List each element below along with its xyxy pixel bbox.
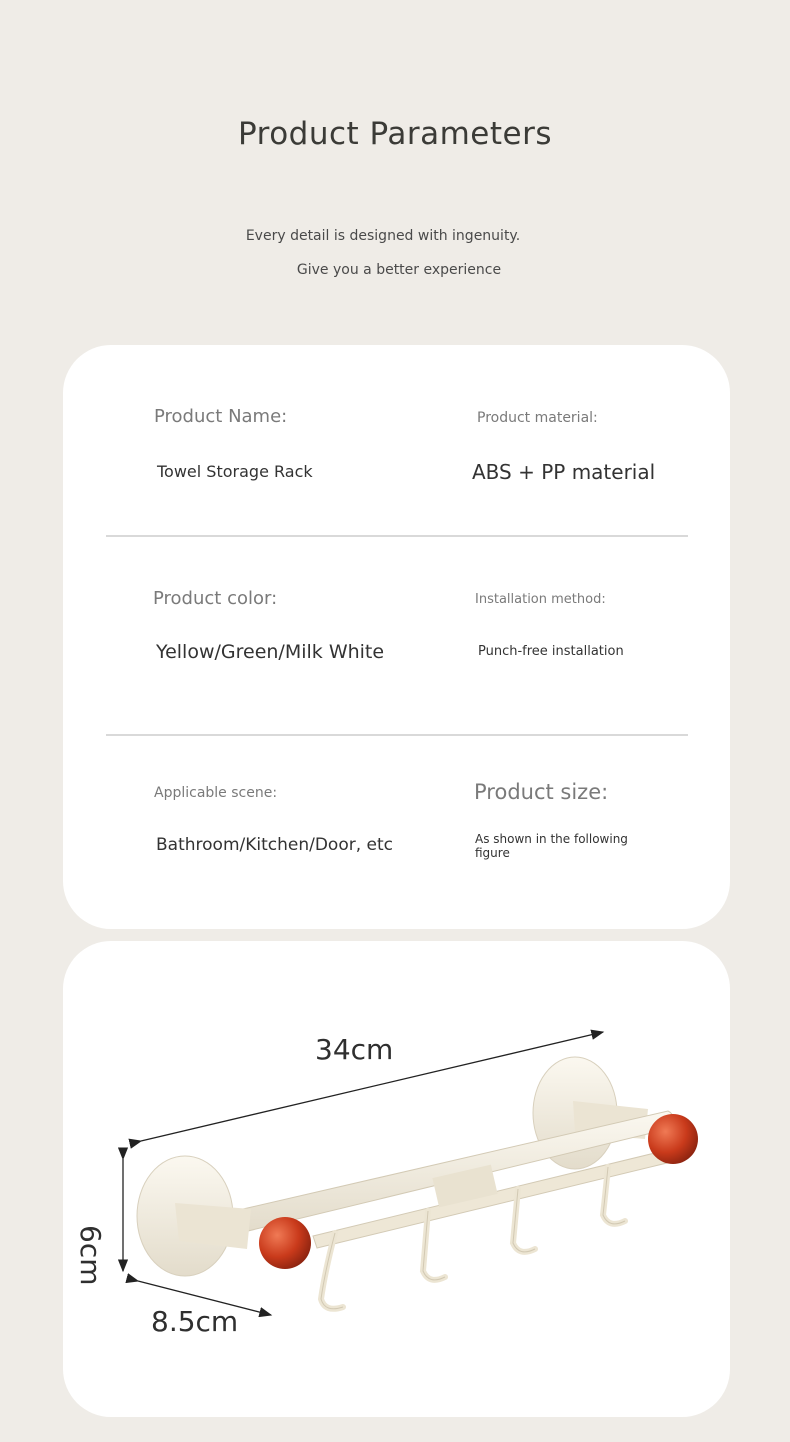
product-color-label: Product color:	[153, 588, 278, 609]
subtitle-line-2: Give you a better experience	[296, 262, 502, 278]
product-size-label: Product size:	[474, 780, 609, 804]
product-color-value: Yellow/Green/Milk White	[156, 641, 385, 663]
parameters-card	[63, 345, 730, 929]
subtitle-line-1: Every detail is designed with ingenuity.	[245, 228, 521, 244]
product-material-label: Product material:	[477, 410, 598, 426]
page-title: Product Parameters	[238, 116, 552, 152]
product-name-value: Towel Storage Rack	[157, 462, 313, 481]
applicable-scene-label: Applicable scene:	[154, 785, 278, 801]
installation-method-value: Punch-free installation	[478, 644, 624, 659]
height-dimension-label: 6cm	[74, 1225, 107, 1286]
product-size-value: As shown in the following figure	[475, 832, 628, 860]
divider	[106, 734, 688, 736]
applicable-scene-value: Bathroom/Kitchen/Door, etc	[156, 835, 394, 855]
product-name-label: Product Name:	[154, 406, 288, 427]
depth-dimension-label: 8.5cm	[151, 1305, 239, 1338]
installation-method-label: Installation method:	[475, 592, 606, 607]
depth-arrow	[138, 1281, 271, 1315]
divider	[106, 535, 688, 537]
length-dimension-label: 34cm	[315, 1033, 394, 1066]
towel-rack-illustration	[63, 941, 730, 1417]
right-knob	[648, 1114, 698, 1164]
left-knob	[259, 1217, 311, 1269]
size-diagram-card	[63, 941, 730, 1417]
product-material-value: ABS + PP material	[472, 460, 656, 484]
